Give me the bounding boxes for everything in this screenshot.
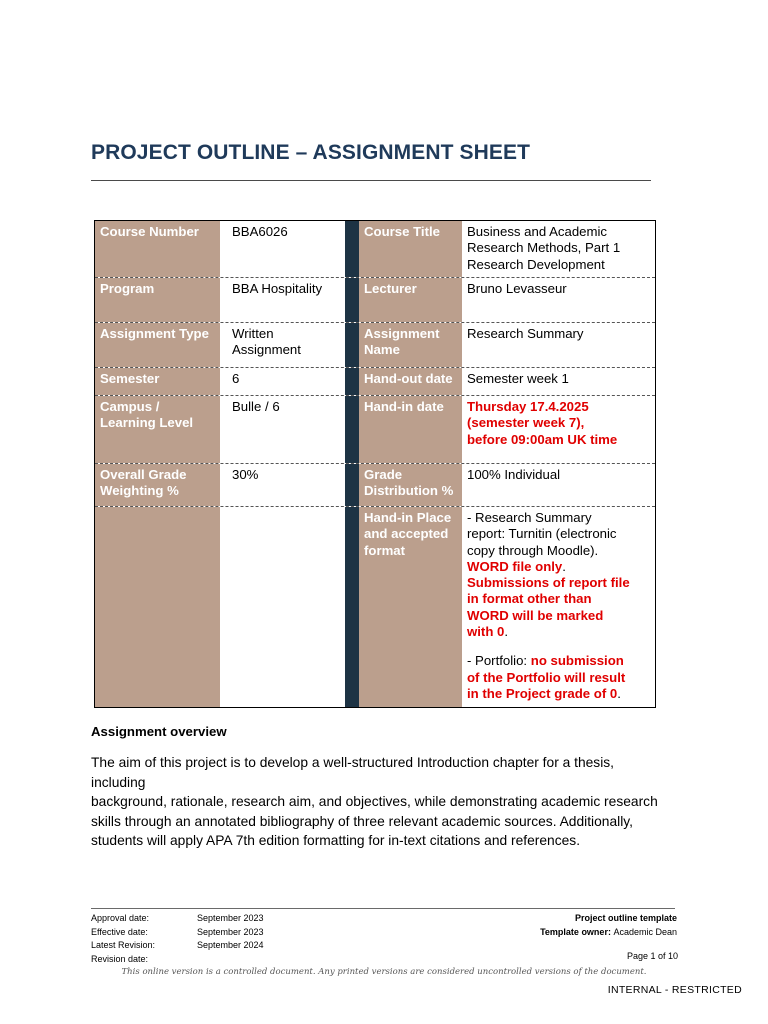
semester-value: 6	[220, 368, 345, 395]
distribution-label: Grade Distribution %	[359, 464, 462, 506]
classification-label: INTERNAL - RESTRICTED	[607, 984, 742, 996]
table-row-assignment	[95, 323, 655, 368]
controlled-document-note: This online version is a controlled document. Any printed versions are considered uncontrolled versions of the document.	[121, 967, 647, 977]
semester-label: Semester	[95, 368, 220, 395]
assignment-name-value: Research Summary	[462, 323, 655, 367]
program-label: Program	[95, 278, 220, 322]
assignment-name-label: Assignment Name	[359, 323, 462, 367]
lecturer-label: Lecturer	[359, 278, 462, 322]
course-number-value: BBA6026	[220, 221, 345, 277]
column-separator	[345, 221, 359, 277]
course-title-label: Course Title	[359, 221, 462, 277]
column-separator	[345, 323, 359, 367]
handout-date-label: Hand-out date	[359, 368, 462, 395]
lecturer-value: Bruno Levasseur	[462, 278, 655, 322]
assignment-type-label: Assignment Type	[95, 323, 220, 367]
column-separator	[345, 278, 359, 322]
table-row-course	[95, 221, 655, 278]
word-only-note: WORD file only	[467, 558, 563, 574]
footer-divider	[91, 908, 675, 909]
table-row-semester	[95, 368, 655, 396]
empty-value-cell	[220, 507, 345, 707]
page-number: Page 1 of 10	[626, 951, 678, 961]
table-row-campus	[95, 396, 655, 464]
assignment-info-table	[94, 220, 656, 708]
weighting-value: 30%	[220, 464, 345, 506]
title-divider	[91, 180, 651, 181]
weighting-label: Overall Grade Weighting %	[95, 464, 220, 506]
handout-date-value: Semester week 1	[462, 368, 655, 395]
column-separator	[345, 368, 359, 395]
program-value: BBA Hospitality	[220, 278, 345, 322]
course-title-value: Business and Academic Research Methods, Part 1 Research Development	[462, 221, 655, 277]
footer-dates: Approval date: September 2023 Effective date: September 2023 Latest Revision: September 2024 Revision date:	[91, 913, 264, 964]
column-separator	[345, 396, 359, 463]
column-separator	[345, 507, 359, 707]
empty-label-cell	[95, 507, 220, 707]
overview-body: The aim of this project is to develop a well-structured Introduction chapter for a thesis, including background, rationale, research aim, and objectives, while demonstrating academic research skills through an annotated bibliography of three relevant academic sources. Additionally, students will apply APA 7th edition formatting for in-text citations and references.	[91, 755, 658, 849]
handin-format-label: Hand-in Place and accepted format	[359, 507, 462, 707]
handin-format-value: - Research Summary report: Turnitin (electronic copy through Moodle). WORD file only. Submissions of report file in format other than WORD will be marked with 0. - Portfolio: no submission of the Portfolio will result in the Project grade of 0.	[462, 507, 655, 707]
handin-date-label: Hand-in date	[359, 396, 462, 463]
page-title: PROJECT OUTLINE – ASSIGNMENT SHEET	[91, 141, 531, 164]
distribution-value: 100% Individual	[462, 464, 655, 506]
assignment-type-value: Written Assignment	[220, 323, 345, 367]
campus-value: Bulle / 6	[220, 396, 345, 463]
table-row-grade	[95, 464, 655, 507]
campus-label: Campus / Learning Level	[95, 396, 220, 463]
course-number-label: Course Number	[95, 221, 220, 277]
portfolio-warning: no submission	[530, 653, 624, 669]
column-separator	[345, 464, 359, 506]
handin-date-value: Thursday 17.4.2025 (semester week 7), before 09:00am UK time	[462, 396, 655, 463]
overview-heading: Assignment overview	[91, 724, 227, 739]
footer-template-info: Project outline template Template owner: Academic Dean	[540, 913, 677, 937]
table-row-format	[95, 507, 655, 707]
table-row-program	[95, 278, 655, 323]
